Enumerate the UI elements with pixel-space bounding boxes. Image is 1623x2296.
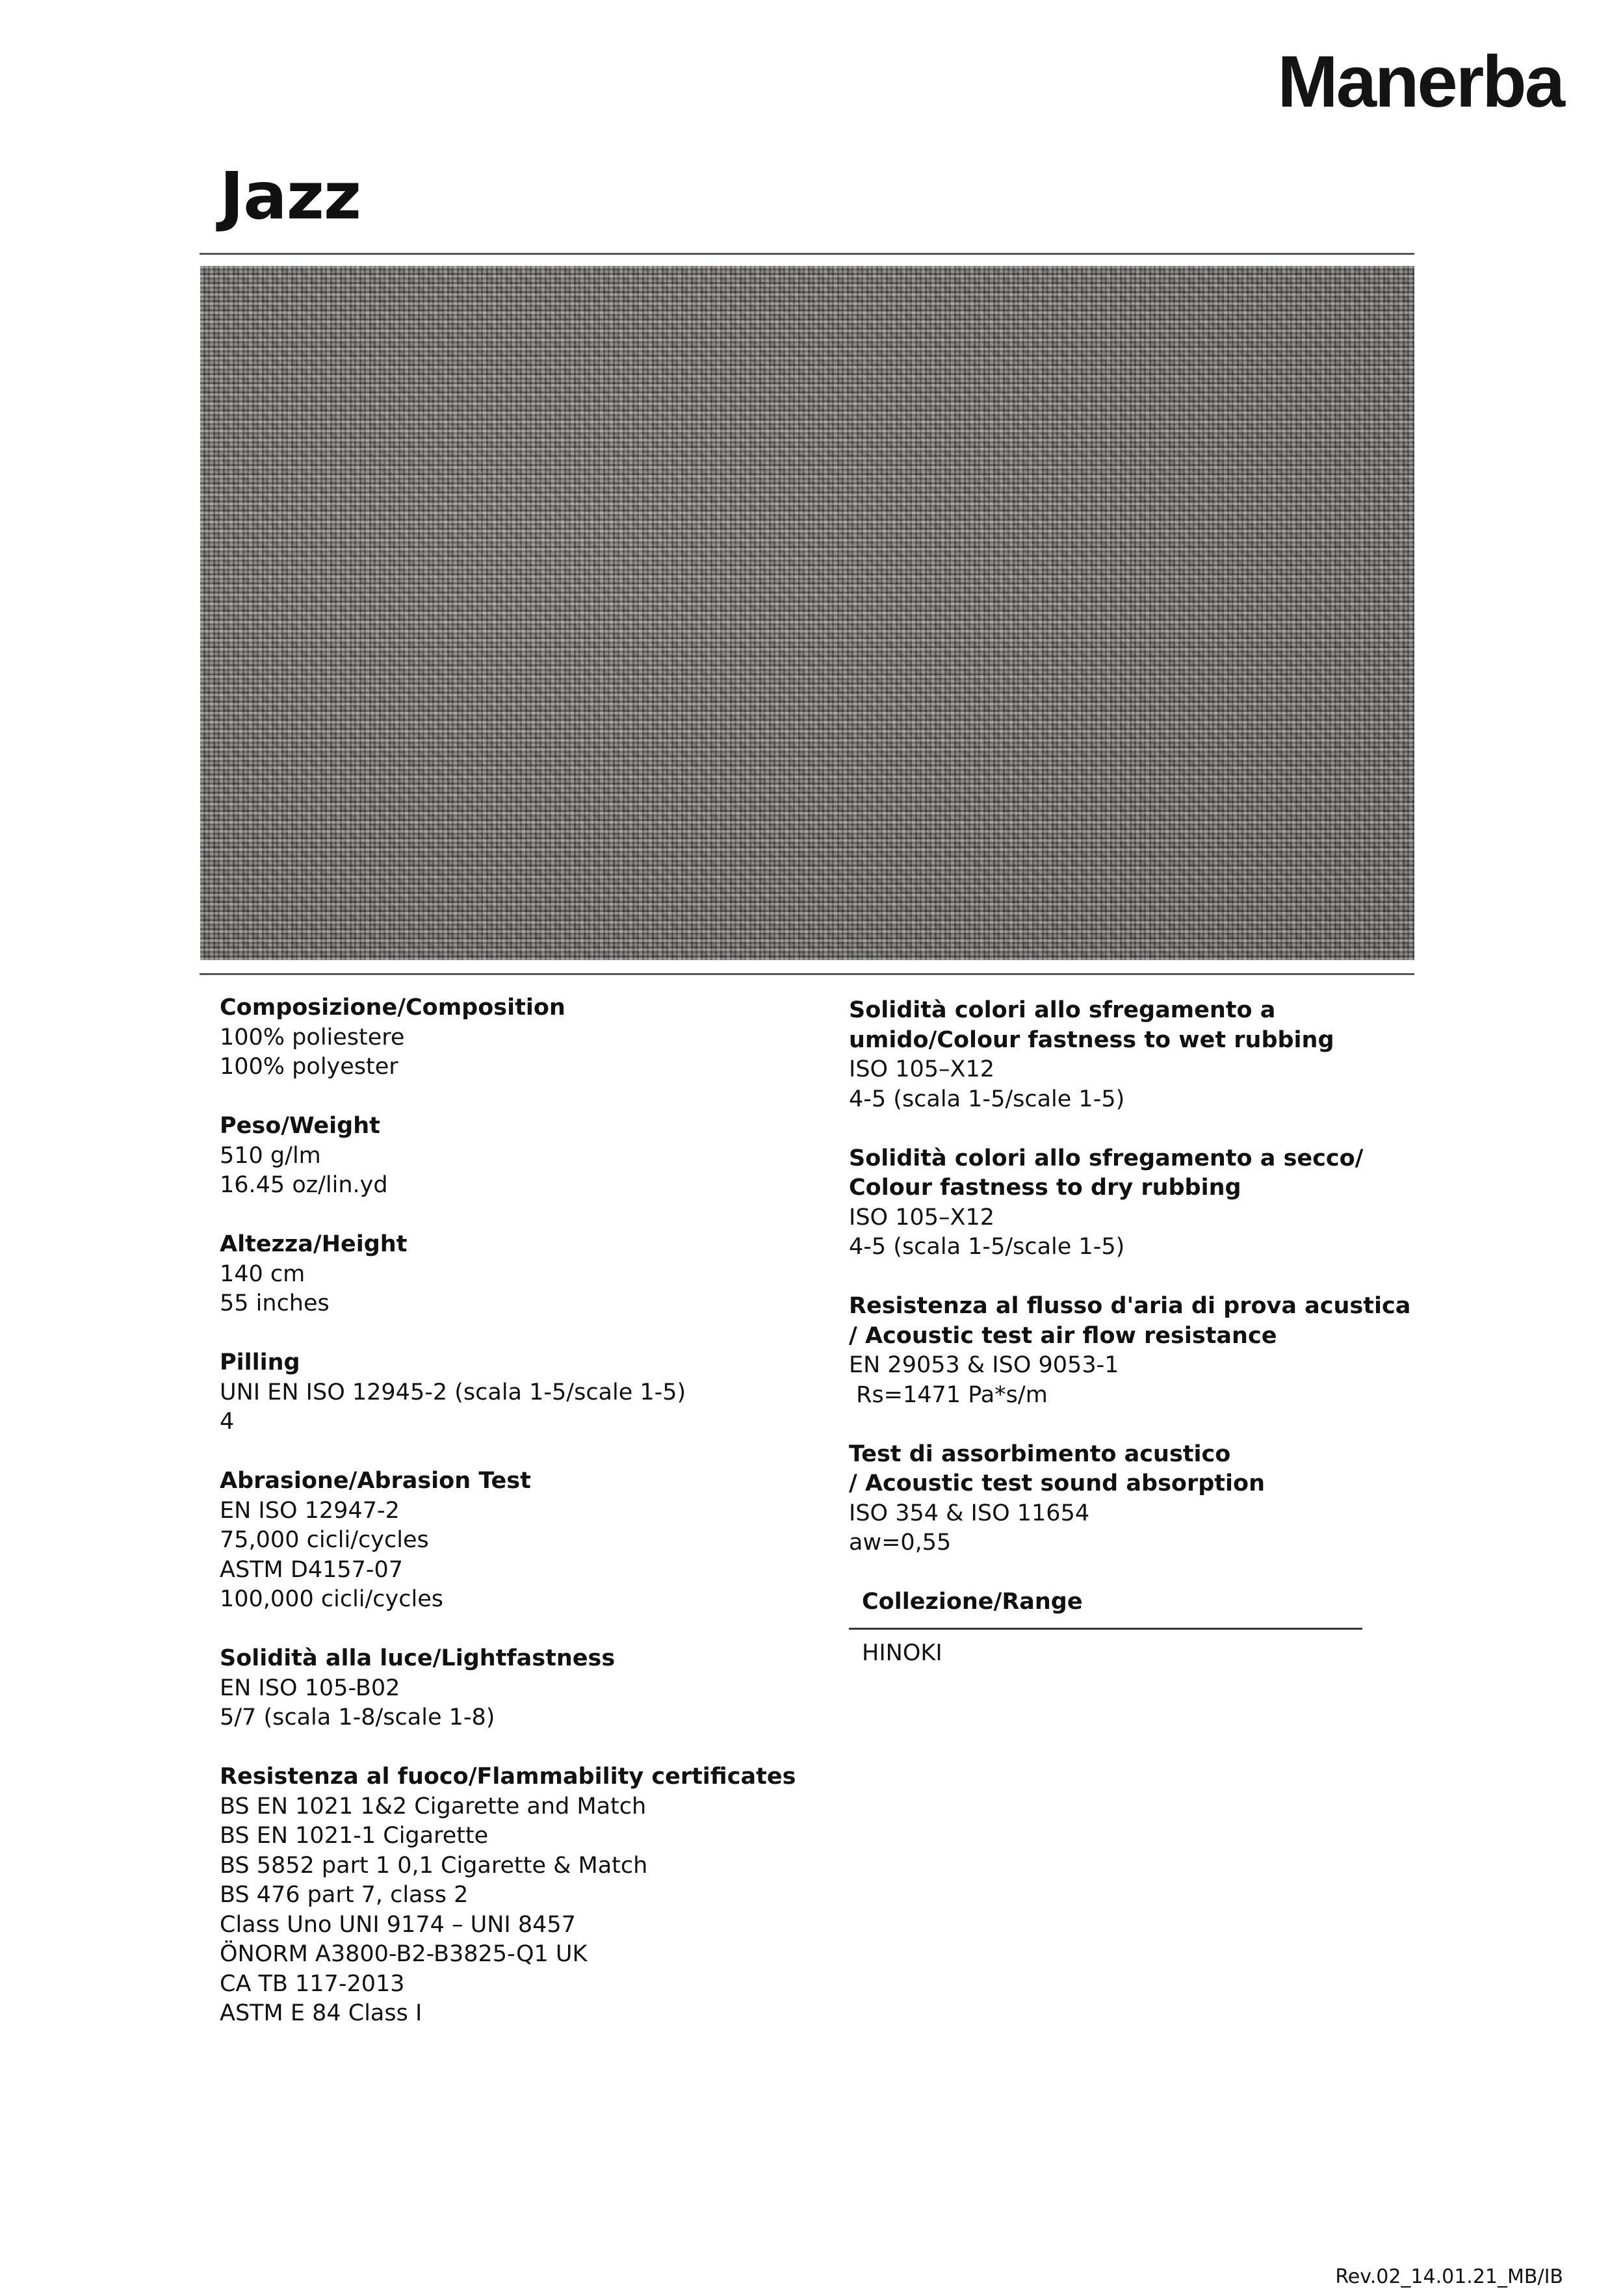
spec-value: EN ISO 12947-2 (220, 1497, 400, 1524)
spec-value: ISO 105–X12 (849, 1056, 995, 1082)
right-spec-column (849, 996, 1414, 1669)
spec-value: UNI EN ISO 12945-2 (scala 1-5/scale 1-5) (220, 1379, 686, 1405)
spec-wet-rubbing (849, 996, 1414, 1114)
spec-value: ASTM D4157-07 (220, 1556, 404, 1583)
spec-value: 100,000 cicli/cycles (220, 1586, 444, 1612)
spec-lightfastness (220, 1644, 805, 1733)
spec-value: 140 cm (220, 1260, 305, 1287)
top-divider (200, 253, 1414, 255)
spec-value: ISO 105–X12 (849, 1204, 995, 1231)
spec-heading: Abrasione/Abrasion Test (220, 1468, 531, 1494)
spec-value: ISO 354 & ISO 11654 (849, 1500, 1090, 1526)
range-value: HINOKI (862, 1640, 942, 1666)
spec-value: EN 29053 & ISO 9053-1 (849, 1352, 1119, 1378)
spec-value: 4-5 (scala 1-5/scale 1-5) (849, 1234, 1125, 1260)
spec-value: Rs=1471 Pa*s/m (849, 1381, 1048, 1408)
spec-value: ASTM E 84 Class I (220, 2000, 422, 2026)
spec-value: BS EN 1021-1 Cigarette (220, 1823, 489, 1849)
bottom-divider (200, 973, 1414, 975)
spec-flammability (220, 1762, 805, 2029)
spec-heading: Solidità colori allo sfregamento a secco/ Colour fastness to dry rubbing (849, 1145, 1364, 1201)
spec-value: 100% poliestere (220, 1024, 405, 1050)
spec-value: 16.45 oz/lin.yd (220, 1172, 388, 1198)
spec-value: BS 476 part 7, class 2 (220, 1882, 469, 1908)
spec-value: 75,000 cicli/cycles (220, 1527, 429, 1553)
spec-value: BS EN 1021 1&2 Cigarette and Match (220, 1793, 647, 1820)
spec-heading: Peso/Weight (220, 1113, 380, 1139)
spec-heading: Resistenza al flusso d'aria di prova acustica / Acoustic test air flow resistance (849, 1293, 1411, 1349)
spec-value: 100% polyester (220, 1054, 398, 1080)
spec-sound-absorption (849, 1440, 1414, 1558)
spec-dry-rubbing (849, 1144, 1414, 1262)
spec-heading: Pilling (220, 1350, 300, 1376)
spec-heading: Altezza/Height (220, 1231, 408, 1257)
spec-air-flow-resistance (849, 1292, 1414, 1410)
spec-heading: Resistenza al fuoco/Flammability certificates (220, 1764, 796, 1790)
spec-value: 5/7 (scala 1-8/scale 1-8) (220, 1704, 495, 1730)
spec-value: 55 inches (220, 1290, 330, 1316)
spec-pilling (220, 1348, 805, 1437)
spec-value: 510 g/lm (220, 1142, 321, 1169)
spec-weight (220, 1112, 805, 1201)
spec-abrasion (220, 1467, 805, 1615)
range-label: Collezione/Range (862, 1589, 1083, 1615)
product-title: Jazz (220, 158, 361, 234)
spec-value: ÖNORM A3800-B2-B3825-Q1 UK (220, 1941, 588, 1967)
revision-code: Rev.02_14.01.21_MB/IB (1335, 2265, 1563, 2288)
spec-value: aw=0,55 (849, 1530, 952, 1556)
spec-heading: Test di assorbimento acustico / Acoustic test sound absorption (849, 1441, 1265, 1496)
spec-value: 4 (220, 1409, 235, 1435)
spec-value: CA TB 117-2013 (220, 1970, 405, 1997)
spec-value: 4-5 (scala 1-5/scale 1-5) (849, 1086, 1125, 1112)
brand-logo: Manerba (1277, 41, 1563, 122)
left-spec-column (220, 993, 805, 2058)
spec-value: Class Uno UNI 9174 – UNI 8457 (220, 1911, 576, 1938)
range-divider (849, 1628, 1362, 1630)
fabric-swatch-image (200, 266, 1414, 960)
spec-value: EN ISO 105-B02 (220, 1675, 400, 1701)
spec-heading: Solidità alla luce/Lightfastness (220, 1645, 616, 1671)
spec-value: BS 5852 part 1 0,1 Cigarette & Match (220, 1852, 648, 1879)
spec-height (220, 1230, 805, 1319)
range-block (849, 1587, 1362, 1669)
spec-heading: Composizione/Composition (220, 995, 565, 1021)
spec-heading: Solidità colori allo sfregamento a umido/Colour fastness to wet rubbing (849, 997, 1334, 1053)
spec-composition (220, 993, 805, 1082)
